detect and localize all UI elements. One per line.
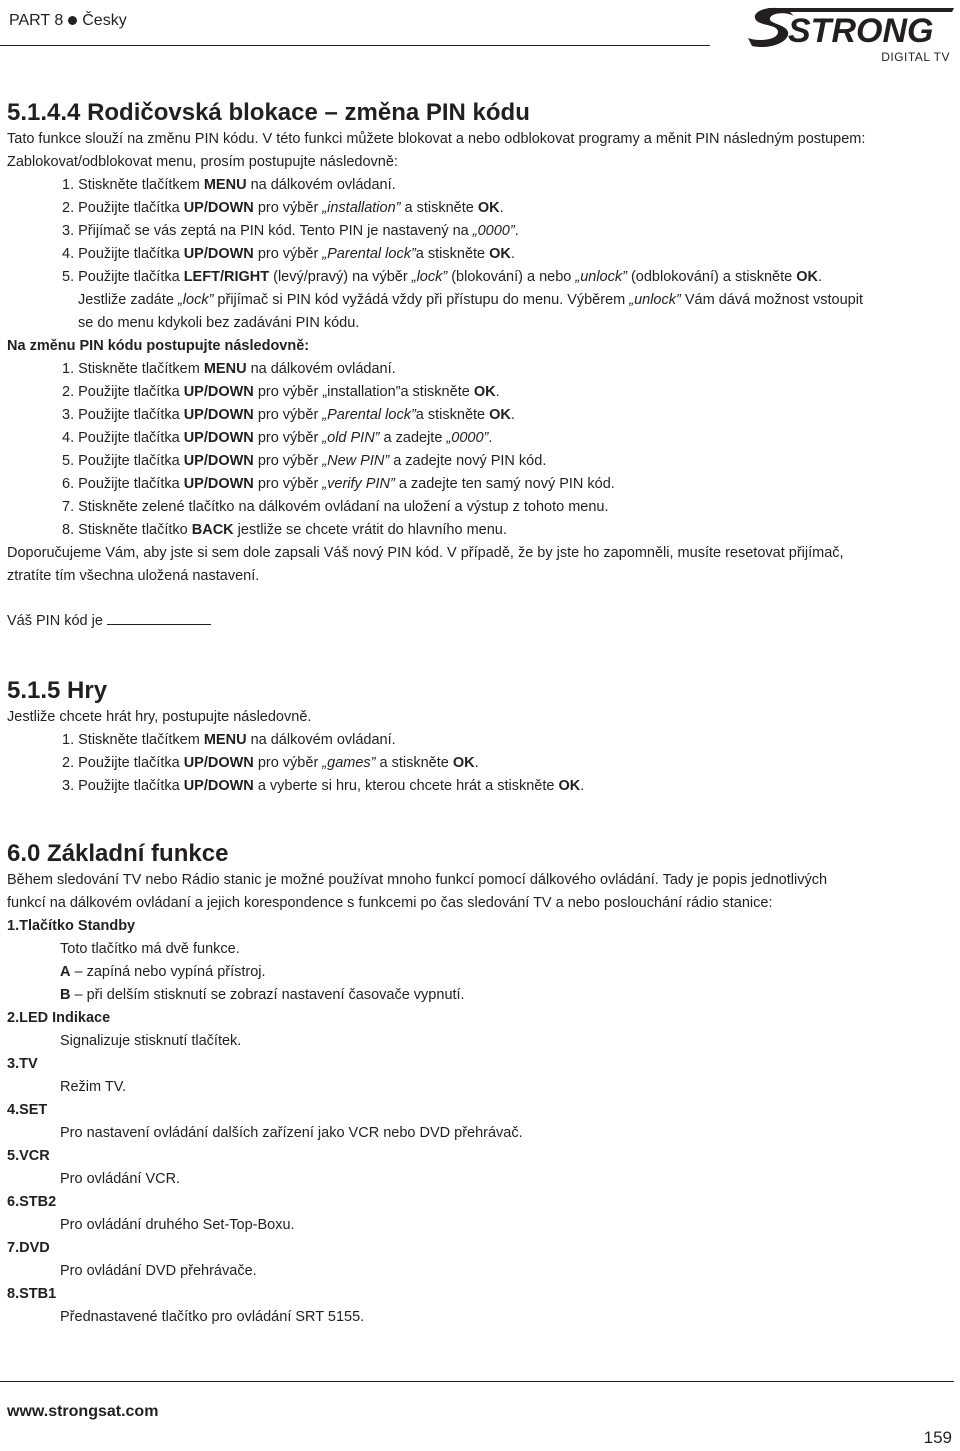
paragraph: Během sledování TV nebo Rádio stanic je možné používat mnoho funkcí pomocí dálkového ovládání. Tady je popis jednotlivých bbox=[7, 872, 828, 888]
section-title: 5.1.5 Hry bbox=[7, 677, 108, 704]
pin-field: Váš PIN kód je bbox=[7, 610, 952, 633]
list-item-continuation: Jestliže zadáte „lock” přijímač si PIN kód vyžádá vždy při přístupu do menu. Výběrem „unlock” Vám dává možnost vstoupit bbox=[78, 292, 863, 308]
list-item: 3. Přijímač se vás zeptá na PIN kód. Tento PIN je nastavený na „0000”. bbox=[62, 223, 519, 239]
paragraph: Doporučujeme Vám, aby jste si sem dole zapsali Váš nový PIN kód. V případě, že by jste ho zapomněli, musíte resetovat přijímač, bbox=[7, 545, 844, 561]
page-number: 159 bbox=[923, 1428, 952, 1447]
list-item: 4. Použijte tlačítka UP/DOWN pro výběr „old PIN” a zadejte „0000”. bbox=[62, 430, 493, 446]
list-item: 6. Použijte tlačítka UP/DOWN pro výběr „verify PIN” a zadejte ten samý nový PIN kód. bbox=[62, 476, 615, 492]
strong-logo bbox=[748, 2, 956, 55]
list-item: 4. Použijte tlačítka UP/DOWN pro výběr „Parental lock”a stiskněte OK. bbox=[62, 246, 515, 262]
list-item: 3. Použijte tlačítka UP/DOWN a vyberte si hru, kterou chcete hrát a stiskněte OK. bbox=[62, 778, 585, 794]
item-desc: Pro ovládání druhého Set-Top-Boxu. bbox=[60, 1217, 295, 1233]
bullet-dot-icon bbox=[68, 16, 77, 25]
item-label: 5.VCR bbox=[7, 1148, 50, 1164]
svg-text:STRONG: STRONG bbox=[788, 12, 934, 50]
item-desc: A – zapíná nebo vypíná přístroj. bbox=[60, 964, 266, 980]
item-label: 4.SET bbox=[7, 1102, 48, 1118]
subheading: Zablokovat/odblokovat menu, prosím postupujte následovně: bbox=[7, 154, 398, 170]
item-desc: Pro nastavení ovládání dalších zařízení jako VCR nebo DVD přehrávač. bbox=[60, 1125, 523, 1141]
list-item: 1. Stiskněte tlačítkem MENU na dálkovém ovládaní. bbox=[62, 732, 396, 748]
list-item: 7. Stiskněte zelené tlačítko na dálkovém ovládaní na uložení a výstup z tohoto menu. bbox=[62, 499, 609, 515]
list-item: 5. Použijte tlačítka UP/DOWN pro výběr „New PIN” a zadejte nový PIN kód. bbox=[62, 453, 547, 469]
item-label: 7.DVD bbox=[7, 1240, 50, 1256]
paragraph: funkcí na dálkovém ovládaní a jejich korespondence s funkcemi po čas sledování TV a nebo poslouchání rádio stanice: bbox=[7, 895, 773, 911]
paragraph: Tato funkce slouží na změnu PIN kódu. V této funkci můžete blokovat a nebo odblokovat programy a měnit PIN následným postupem: bbox=[7, 131, 866, 147]
item-desc: Pro ovládání VCR. bbox=[60, 1171, 181, 1187]
list-item: 2. Použijte tlačítka UP/DOWN pro výběr „installation”a stiskněte OK. bbox=[62, 384, 500, 400]
item-desc: B – při delším stisknutí se zobrazí nastavení časovače vypnutí. bbox=[60, 987, 465, 1003]
section-title: 6.0 Základní funkce bbox=[7, 840, 229, 867]
page-content bbox=[7, 98, 952, 1329]
list-item: 8. Stiskněte tlačítko BACK jestliže se chcete vrátit do hlavního menu. bbox=[62, 522, 507, 538]
footer-url: www.strongsat.com bbox=[7, 1403, 159, 1420]
item-label: 1.Tlačítko Standby bbox=[7, 918, 136, 934]
pin-blank-line bbox=[107, 610, 211, 625]
list-item: 2. Použijte tlačítka UP/DOWN pro výběr „installation” a stiskněte OK. bbox=[62, 200, 504, 216]
header-rule bbox=[0, 45, 710, 46]
paragraph: ztratíte tím všechna uložená nastavení. bbox=[7, 568, 260, 584]
item-label: 3.TV bbox=[7, 1056, 38, 1072]
item-label: 2.LED Indikace bbox=[7, 1010, 111, 1026]
item-desc: Přednastavené tlačítko pro ovládání SRT 5155. bbox=[60, 1309, 365, 1325]
item-desc: Pro ovládání DVD přehrávače. bbox=[60, 1263, 257, 1279]
list-item: 2. Použijte tlačítka UP/DOWN pro výběr „games” a stiskněte OK. bbox=[62, 755, 479, 771]
item-desc: Signalizuje stisknutí tlačítek. bbox=[60, 1033, 242, 1049]
subheading: Na změnu PIN kódu postupujte následovně: bbox=[7, 338, 310, 354]
item-label: 6.STB2 bbox=[7, 1194, 57, 1210]
item-label: 8.STB1 bbox=[7, 1286, 57, 1302]
item-desc: Režim TV. bbox=[60, 1079, 127, 1095]
footer-rule bbox=[0, 1381, 954, 1382]
list-item: 1. Stiskněte tlačítkem MENU na dálkovém ovládaní. bbox=[62, 361, 396, 377]
paragraph: Jestliže chcete hrát hry, postupujte následovně. bbox=[7, 709, 312, 725]
section-title: 5.1.4.4 Rodičovská blokace – změna PIN kódu bbox=[7, 99, 530, 126]
header-part: PART 8 Česky bbox=[9, 12, 127, 29]
list-item: 1. Stiskněte tlačítkem MENU na dálkovém ovládaní. bbox=[62, 177, 396, 193]
list-item: 3. Použijte tlačítka UP/DOWN pro výběr „Parental lock”a stiskněte OK. bbox=[62, 407, 515, 423]
item-desc: Toto tlačítko má dvě funkce. bbox=[60, 941, 240, 957]
list-item: 5. Použijte tlačítka LEFT/RIGHT (levý/pravý) na výběr „lock” (blokování) a nebo „unlock” (odblokování) a stiskněte OK. bbox=[62, 269, 822, 285]
list-item-continuation: se do menu kdykoli bez zadáváni PIN kódu. bbox=[78, 315, 360, 331]
logo-subtitle: DIGITAL TV bbox=[881, 50, 950, 64]
strong-logo-icon bbox=[748, 2, 956, 50]
